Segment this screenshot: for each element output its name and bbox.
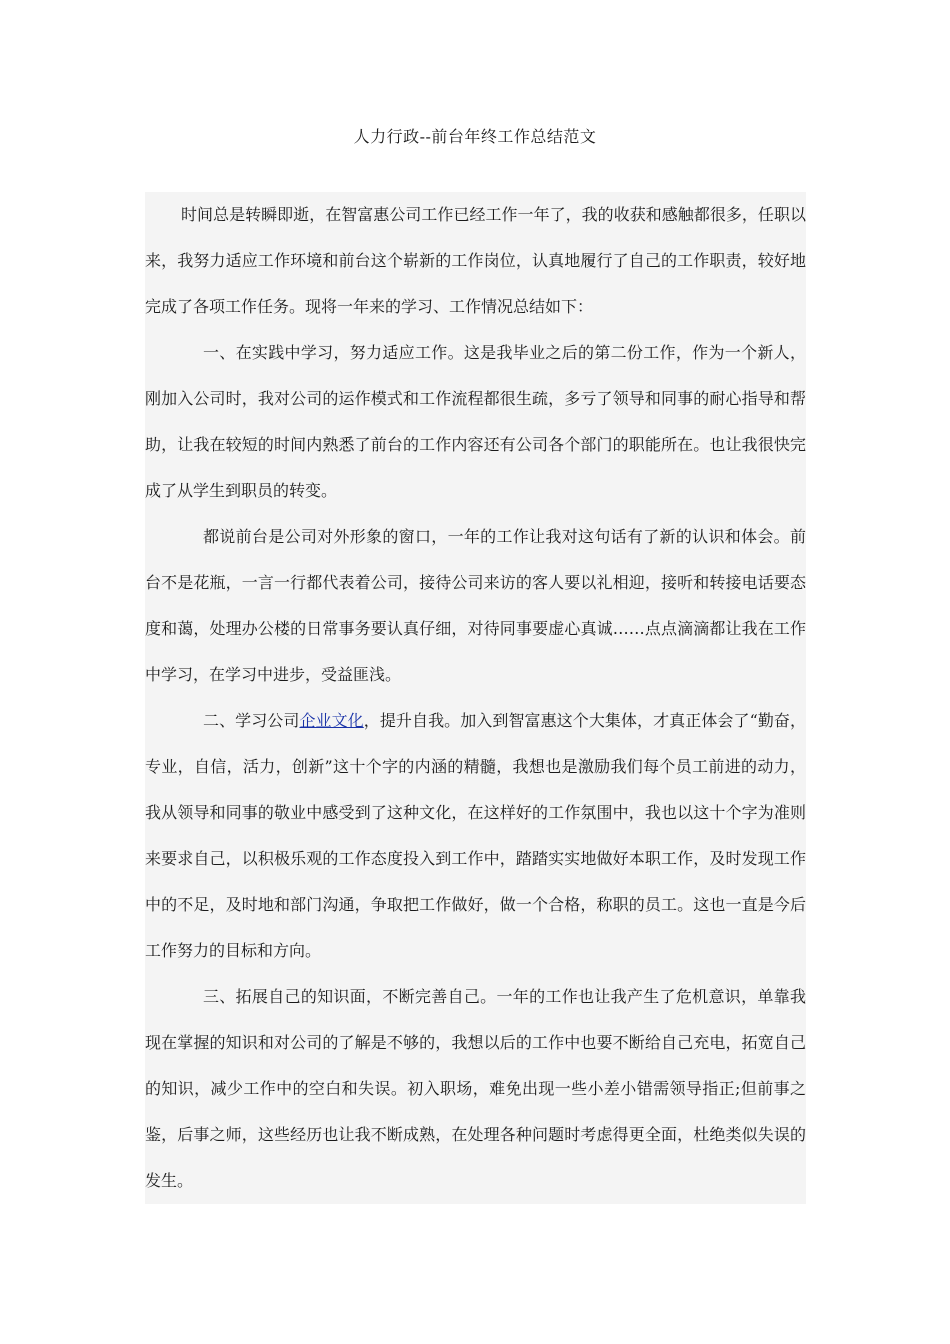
corporate-culture-link[interactable]: 企业文化 [299, 711, 364, 730]
page-title: 人力行政--前台年终工作总结范文 [353, 127, 597, 146]
section-two-text-rest: ，提升自我。加入到智富惠这个大集体，才真正体会了“勤奋，专业，自信，活力，创新”这十个字的内涵的精髓，我想也是激励我们每个员工前进的动力，我从领导和同事的敬业中感受到了这种文化，在这样好的工作氛围中，我也以这十个字为准则来要求自己，以积极乐观的工作态度投入到工作中，踏踏实实地做好本职工作，及时发现工作中的不足，及时地和部门沟通，争取把工作做好，做一个合格，称职的员工。这也一直是今后工作努力的目标和方向。 [145, 711, 806, 960]
paragraph-front-desk: 都说前台是公司对外形象的窗口，一年的工作让我对这句话有了新的认识和体会。前台不是花瓶，一言一行都代表着公司，接待公司来访的客人要以礼相迎，接听和转接电话要态度和蔼，处理办公楼的日常事务要认真仔细，对待同事要虚心真诚……点点滴滴都让我在工作中学习，在学习中进步，受益匪浅。 [145, 527, 806, 684]
paragraph-section-three: 三、拓展自己的知识面，不断完善自己。一年的工作也让我产生了危机意识，单靠我现在掌握的知识和对公司的了解是不够的，我想以后的工作中也要不断给自己充电，拓宽自己的知识，减少工作中的空白和失误。初入职场，难免出现一些小差小错需领导指正;但前事之鉴，后事之师，这些经历也让我不断成熟，在处理各种问题时考虑得更全面，杜绝类似失误的发生。 [145, 987, 806, 1190]
paragraph-section-two [145, 698, 806, 974]
paragraph-section-one: 一、在实践中学习，努力适应工作。这是我毕业之后的第二份工作，作为一个新人，刚加入公司时，我对公司的运作模式和工作流程都很生疏，多亏了领导和同事的耐心指导和帮助，让我在较短的时间内熟悉了前台的工作内容还有公司各个部门的职能所在。也让我很快完成了从学生到职员的转变。 [145, 343, 806, 500]
article-body [145, 192, 806, 1204]
section-two-text-start: 二、学习公司 [203, 711, 300, 730]
paragraph-intro: 时间总是转瞬即逝，在智富惠公司工作已经工作一年了，我的收获和感触都很多，任职以来，我努力适应工作环境和前台这个崭新的工作岗位，认真地履行了自己的工作职责，较好地完成了各项工作任务。现将一年来的学习、工作情况总结如下： [145, 205, 806, 316]
